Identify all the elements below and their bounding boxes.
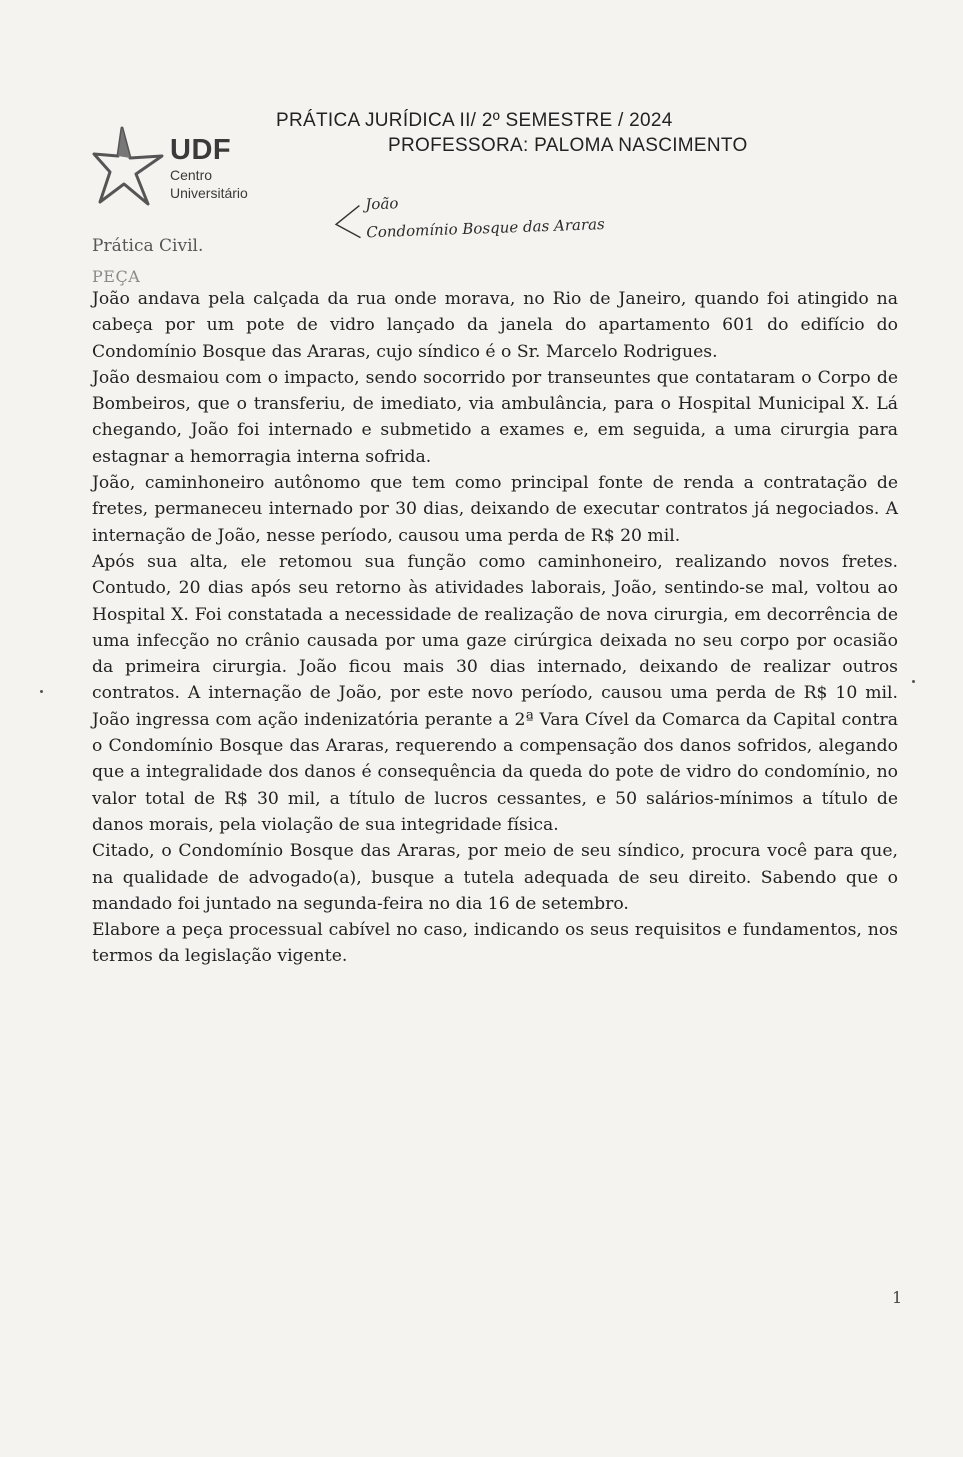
- logo-line-2: Universitário: [170, 185, 248, 201]
- paragraph-6: Elabore a peça processual cabível no caso, indicando os seus requisitos e fundamentos, nos termos da legislação vigente.: [92, 920, 898, 967]
- page-number: 1: [892, 1288, 903, 1307]
- paragraph-3: João, caminhoneiro autônomo que tem como principal fonte de renda a contratação de fretes, permaneceu internado por 30 dias, deixando de executar contratos já negociados. A internação de João, nesse período, causou uma perda de R$ 20 mil.: [92, 473, 898, 546]
- handwritten-line-1: João: [365, 194, 399, 214]
- section-title: Prática Civil.: [92, 236, 204, 256]
- star-logo-icon: [92, 122, 172, 214]
- case-text: [92, 286, 898, 970]
- logo-brand: UDF: [170, 134, 232, 166]
- paragraph-5: Citado, o Condomínio Bosque das Araras, por meio de seu síndico, procura você para que, na qualidade de advogado(a), busque a tutela adequada de seu direito. Sabendo que o mandado foi juntado na segunda-feira no dia 16 de setembro.: [92, 841, 898, 914]
- udf-logo: [92, 122, 282, 214]
- paragraph-4: Após sua alta, ele retomou sua função como caminhoneiro, realizando novos fretes. Contudo, 20 dias após seu retorno às atividades laborais, João, sentindo-se mal, voltou ao Hospital X. Foi constatada a necessidade de realização de nova cirurgia, em decorrência de uma infecção no crânio causada por uma gaze cirúrgica deixada no seu corpo por ocasião da primeira cirurgia. João ficou mais 30 dias internado, deixando de realizar outros contratos. A internação de João, por este novo período, causou uma perda de R$ 10 mil. João ingressa com ação indenizatória perante a 2ª Vara Cível da Comarca da Capital contra o Condomínio Bosque das Araras, requerendo a compensação dos danos sofridos, alegando que a integralidade dos danos é consequência da queda do pote de vidro do condomínio, no valor total de R$ 30 mil, a título de lucros cessantes, e 50 salários-mínimos a título de danos morais, pela violação de sua integridade física.: [92, 551, 898, 835]
- handwritten-line-2: Condomínio Bosque das Araras: [366, 215, 606, 242]
- handwritten-bracket-icon: [329, 201, 364, 242]
- logo-text: [170, 134, 248, 202]
- course-title: PRÁTICA JURÍDICA II/ 2º SEMESTRE / 2024: [276, 110, 673, 131]
- paragraph-2: João desmaiou com o impacto, sendo socorrido por transeuntes que contataram o Corpo de Bombeiros, que o transferiu, de imediato, via ambulância, para o Hospital Municipal X. Lá chegando, João foi internado e submetido a exames e, em seguida, a uma cirurgia para estagnar a hemorragia interna sofrida.: [92, 367, 898, 467]
- section-subtitle: PEÇA: [92, 267, 141, 286]
- paragraph-1: João andava pela calçada da rua onde morava, no Rio de Janeiro, quando foi atingido na cabeça por um pote de vidro lançado da janela do apartamento 601 do edifício do Condomínio Bosque das Araras, cujo síndico é o Sr. Marcelo Rodrigues.: [92, 289, 898, 362]
- handwritten-note: [329, 183, 711, 256]
- stray-mark: [912, 680, 915, 683]
- stray-mark: [40, 690, 43, 693]
- logo-line-1: Centro: [170, 167, 213, 183]
- professor-name: PROFESSORA: PALOMA NASCIMENTO: [388, 135, 748, 156]
